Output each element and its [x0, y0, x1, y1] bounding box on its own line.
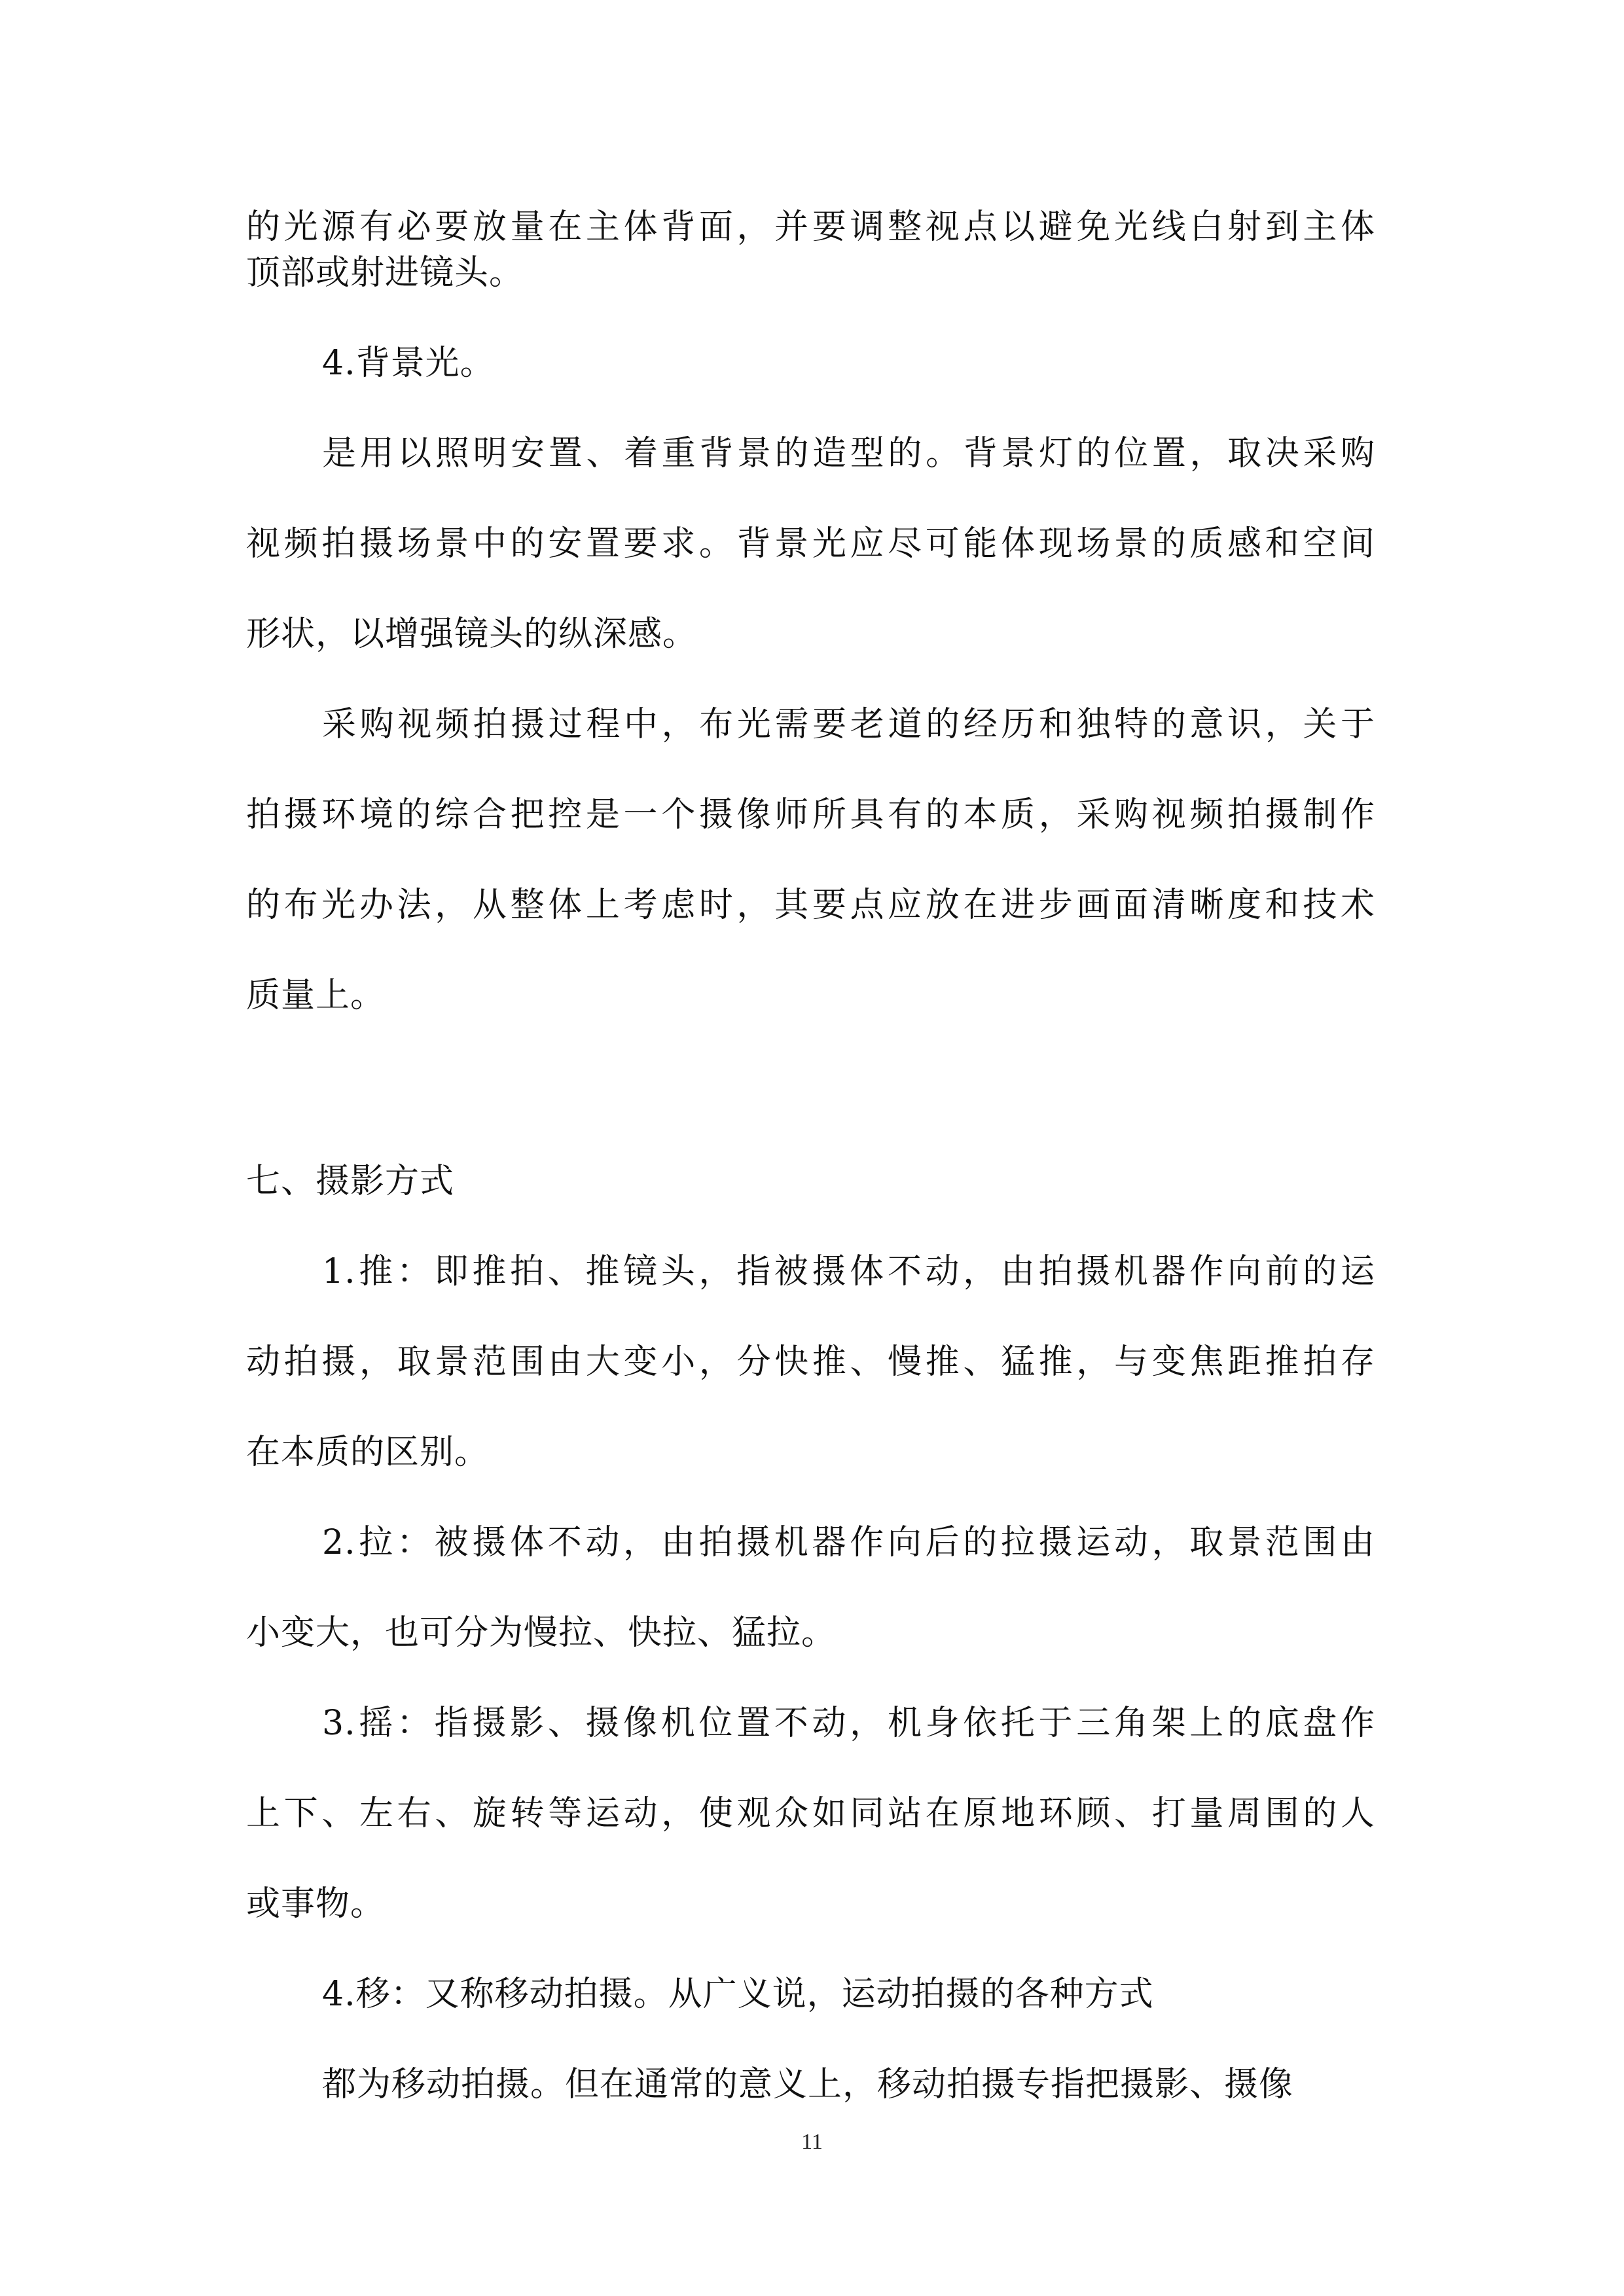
text-line: 采购视频拍摄过程中，布光需要老道的经历和独特的意识，关于 — [322, 705, 1375, 744]
text-line: 小变大，也可分为慢拉、快拉、猛拉。 — [246, 1613, 837, 1653]
paragraph-light-source-continued — [246, 204, 1375, 296]
section-heading-shooting-methods — [246, 1158, 1375, 1204]
paragraph-move-continued — [246, 2062, 1375, 2108]
page-number: 11 — [801, 2130, 823, 2154]
text-line: 动拍摄，取景范围由大变小，分快推、慢推、猛推，与变焦距推拍存 — [246, 1342, 1375, 1382]
paragraph-pull — [246, 1520, 1375, 1656]
text-line: 是用以照明安置、着重背景的造型的。背景灯的位置，取决采购 — [322, 434, 1375, 473]
text-line: 1.推：即推拍、推镜头，指被摄体不动，由拍摄机器作向前的运 — [322, 1252, 1375, 1291]
text-line: 拍摄环境的综合把控是一个摄像师所具有的本质，采购视频拍摄制作 — [246, 795, 1375, 834]
text-line: 质量上。 — [246, 976, 386, 1015]
text-line: 都为移动拍摄。但在通常的意义上，移动拍摄专指把摄影、摄像 — [322, 2065, 1294, 2104]
text-line: 在本质的区别。 — [246, 1433, 490, 1472]
text-line: 顶部或射进镜头。 — [246, 253, 524, 293]
text-line: 形状，以增强镜头的纵深感。 — [246, 615, 698, 654]
text-line: 3.摇：指摄影、摄像机位置不动，机身依托于三角架上的底盘作 — [322, 1704, 1375, 1743]
text-line: 视频拍摄场景中的安置要求。背景光应尽可能体现场景的质感和空间 — [246, 524, 1375, 564]
text-line: 4.移：又称移动拍摄。从广义说，运动拍摄的各种方式 — [322, 1975, 1154, 2014]
text-line: 2.拉：被摄体不动，由拍摄机器作向后的拉摄运动，取景范围由 — [322, 1523, 1375, 1562]
text-line: 的布光办法，从整体上考虑时，其要点应放在进步画面清晰度和技术 — [246, 886, 1375, 925]
text-line: 或事物。 — [246, 1884, 386, 1924]
paragraph-lighting-summary — [246, 702, 1375, 1018]
text-line: 上下、左右、旋转等运动，使观众如同站在原地环顾、打量周围的人 — [246, 1794, 1375, 1833]
paragraph-move — [246, 1971, 1375, 2017]
text-line: 4.背景光。 — [322, 344, 495, 383]
section-title: 七、摄影方式 — [246, 1162, 455, 1201]
subheading-background-light — [246, 340, 1375, 386]
paragraph-pan — [246, 1700, 1375, 1927]
body-text — [246, 204, 1375, 2108]
paragraph-background-light — [246, 431, 1375, 657]
text-line: 的光源有必要放量在主体背面，并要调整视点以避免光线白射到主体 — [246, 207, 1375, 247]
paragraph-push — [246, 1249, 1375, 1475]
